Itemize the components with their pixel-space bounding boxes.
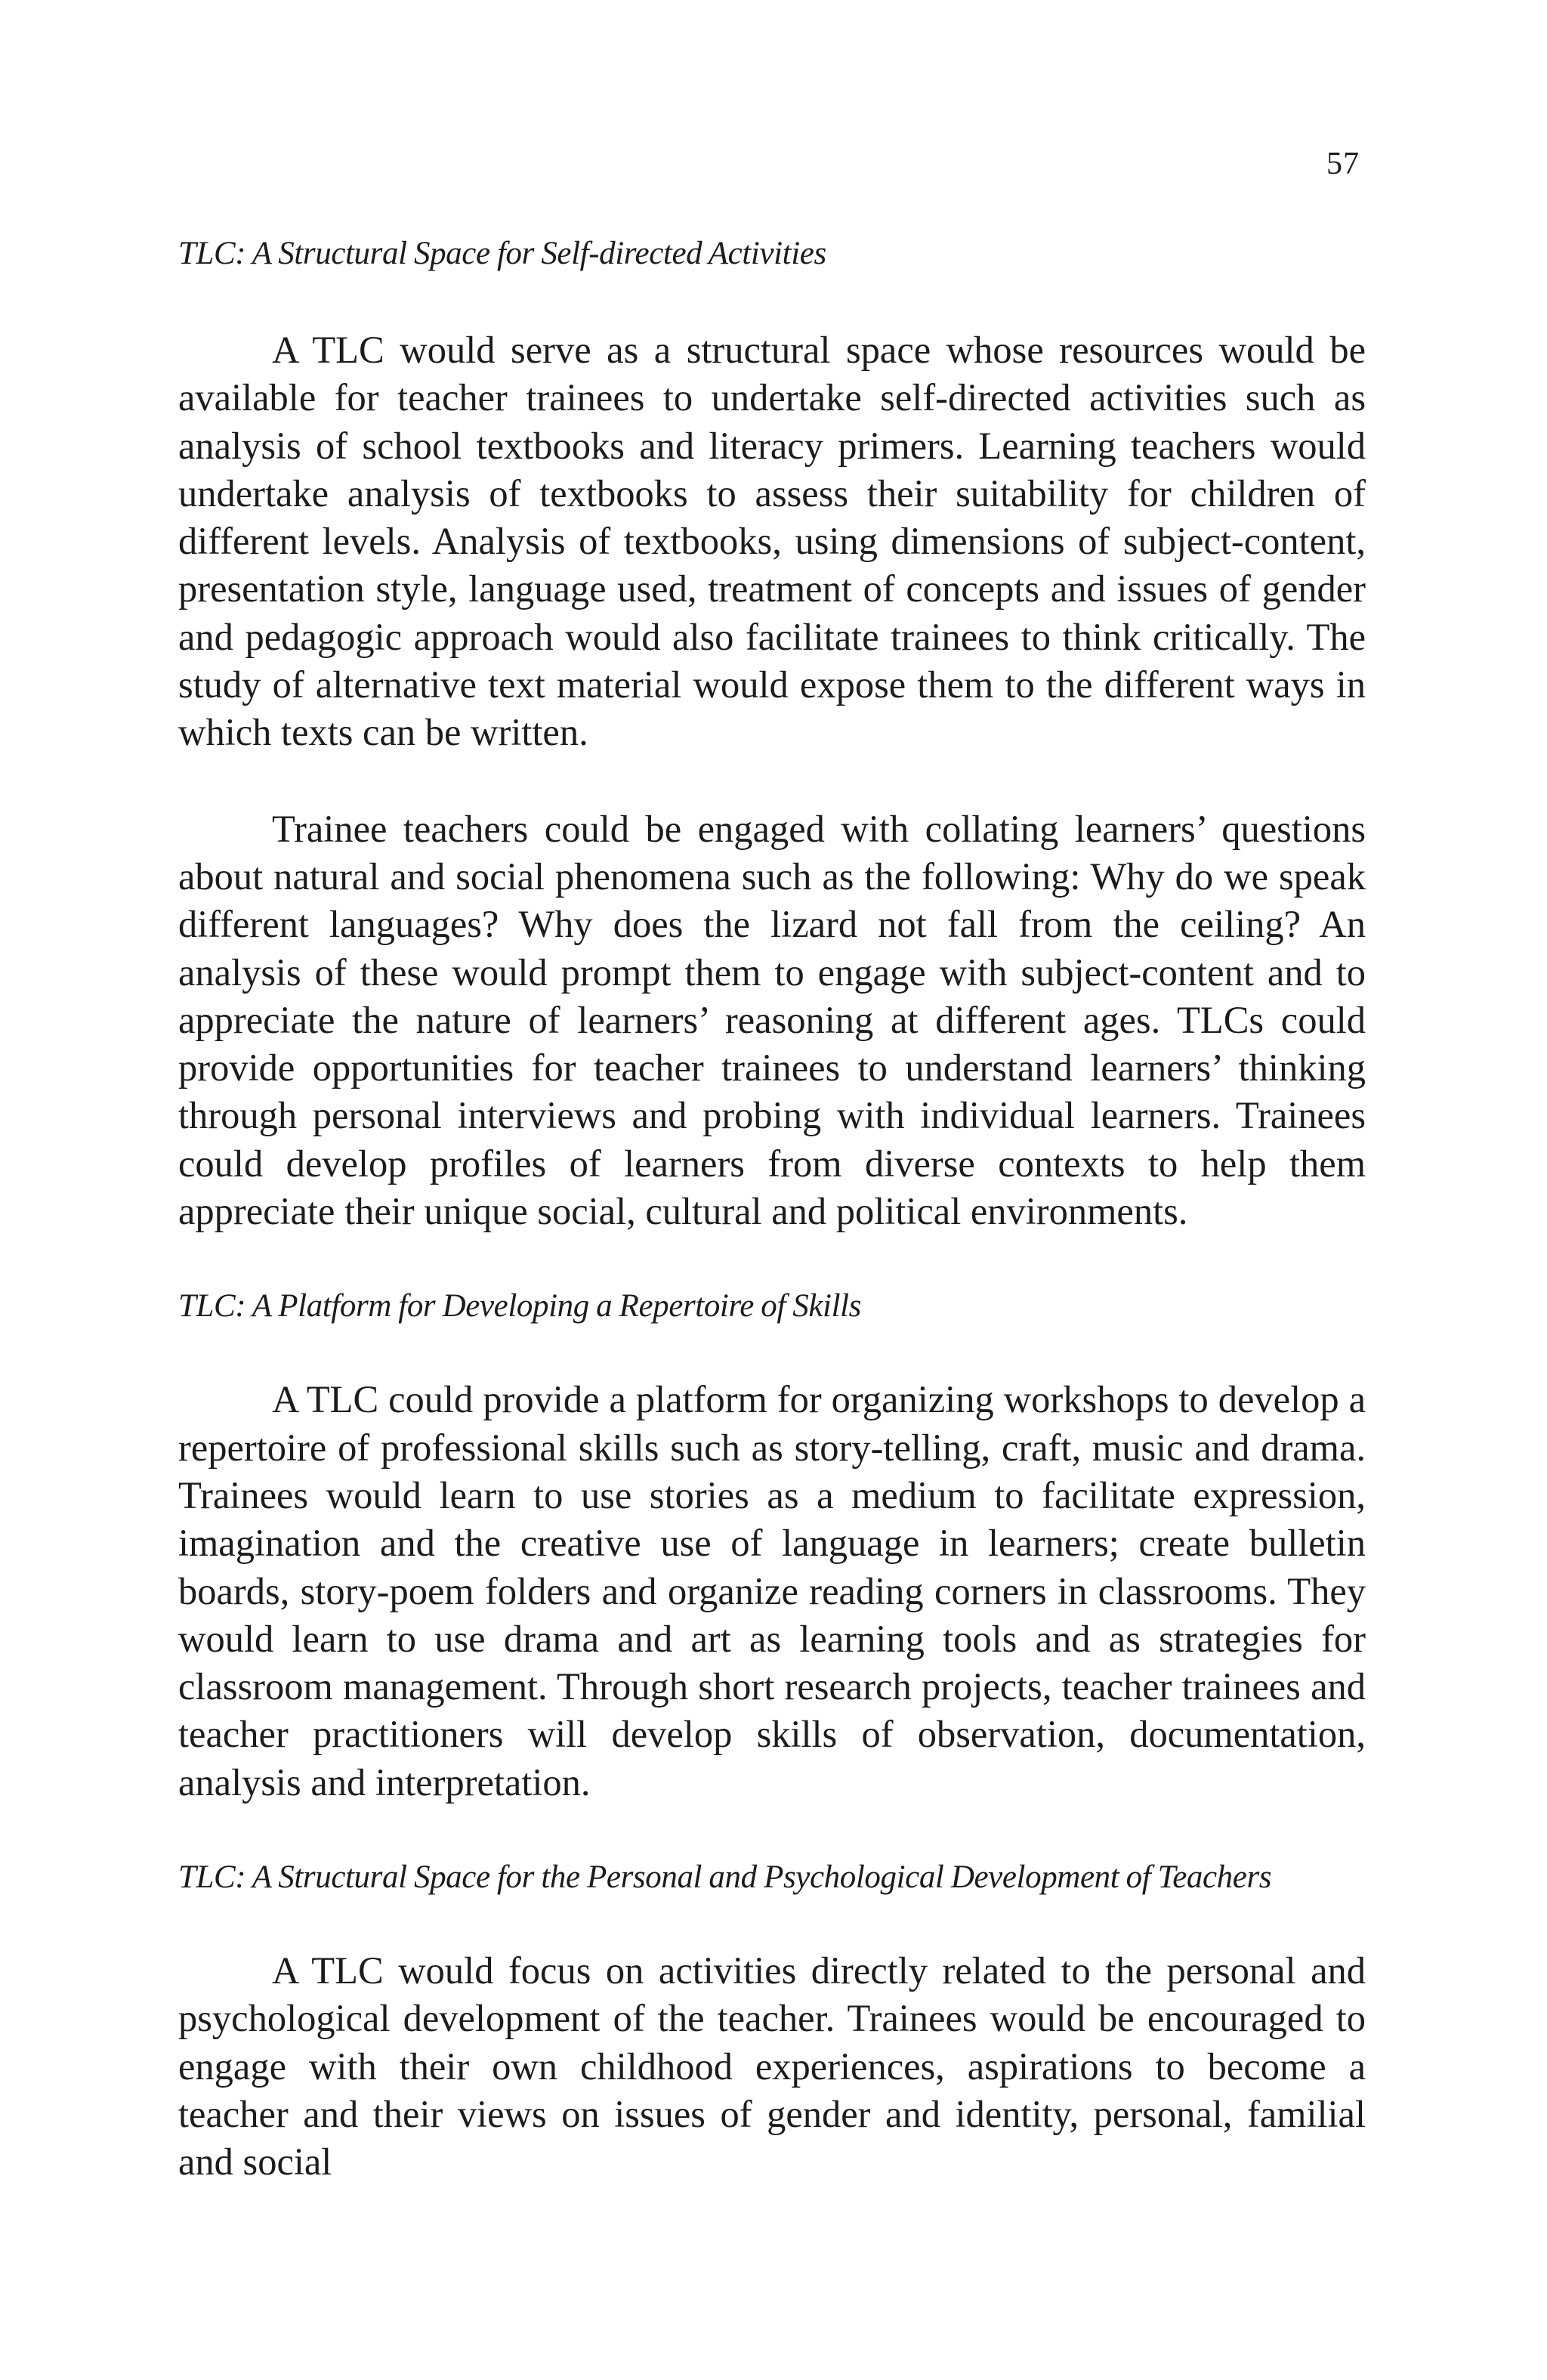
- spacer: [178, 1235, 1366, 1282]
- section-heading-repertoire-of-skills: TLC: A Platform for Developing a Repertoire of Skills: [178, 1288, 862, 1324]
- page-content: [178, 230, 1366, 2187]
- spacer: [178, 757, 1366, 805]
- section-heading-personal-psychological-development: TLC: A Structural Space for the Personal and Psychological Development of Teachers: [178, 1859, 1272, 1896]
- paragraph-learners-questions: Trainee teachers could be engaged with collating learners’ questions about natural and social phenomena such as the following: Why do we speak different languages? Why does the lizard not fall from the ceiling? An analysis of these would prompt them to engage with subject-content and to appreciate the nature of learners’ reasoning at different ages. TLCs could provide opportunities for teacher trainees to understand learners’ thinking through personal interviews and probing with individual learners. Trainees could develop profiles of learners from diverse contexts to help them appreciate their unique social, cultural and political environments.: [178, 807, 1366, 1233]
- spacer: [178, 278, 1366, 326]
- spacer: [178, 1331, 1366, 1376]
- paragraph-professional-skills: A TLC could provide a platform for organizing workshops to develop a repertoire of professional skills such as story-telling, craft, music and drama. Trainees would learn to use stories as a medium to facilitate expression, imagination and the creative use of language in learners; create bulletin boards, story-poem folders and organize reading corners in classrooms. They would learn to use drama and art as learning tools and as strategies for classroom management. Through short research projects, teacher trainees and teacher practitioners will develop skills of observation, documentation, analysis and interpretation.: [178, 1378, 1366, 1804]
- spacer: [178, 1902, 1366, 1947]
- spacer: [178, 1807, 1366, 1853]
- page-number: 57: [1326, 147, 1360, 181]
- section-heading-self-directed-activities: TLC: A Structural Space for Self-directed Activities: [178, 236, 826, 271]
- paragraph-textbook-analysis: A TLC would serve as a structural space whose resources would be available for teacher trainees to undertake self-directed activities such as analysis of school textbooks and literacy primers. Learning teachers would undertake analysis of textbooks to assess their suitability for children of different levels. Analysis of textbooks, using dimensions of subject-content, presentation style, language used, treatment of concepts and issues of gender and pedagogic approach would also facilitate trainees to think critically. The study of alternative text material would expose them to the different ways in which texts can be written.: [178, 329, 1366, 754]
- paragraph-personal-development: A TLC would focus on activities directly related to the personal and psychological development of the teacher. Trainees would be encouraged to engage with their own childhood experiences, aspirations to become a teacher and their views on issues of gender and identity, personal, familial and social: [178, 1949, 1366, 2184]
